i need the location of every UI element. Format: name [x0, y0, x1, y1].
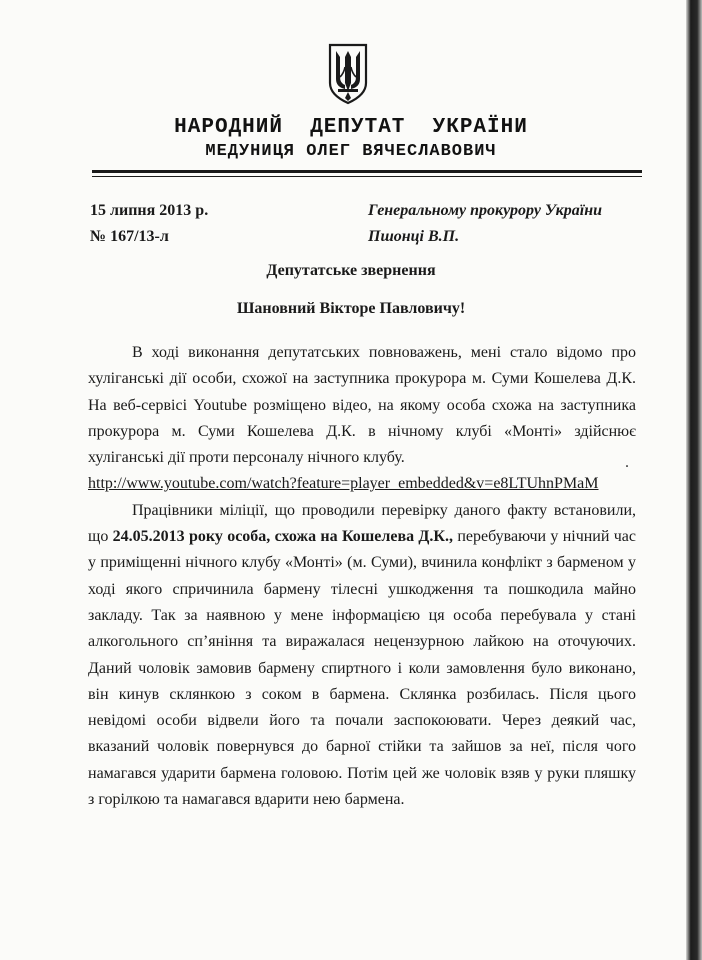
- addressee-position: Генеральному прокурору України: [368, 202, 602, 219]
- body-paragraph: [88, 498, 636, 814]
- coat-of-arms-icon: [327, 43, 369, 105]
- letter-body: [88, 340, 636, 813]
- letter-meta: [90, 198, 208, 250]
- video-link[interactable]: http://www.youtube.com/watch?feature=player_embedded&v=e8LTUhnPMaM: [88, 475, 599, 493]
- letter-number: № 167/13-л: [90, 228, 169, 245]
- body-paragraph: В ході виконання депутатських повноважень, мені стало відомо про хуліганські дії особи, схожої на заступника прокурора м. Суми Кошелева Д.К. На веб-сервісі Youtube розміщено відео, на якому особа схожа на заступника прокурора м. Суми Кошелева Д.К. в нічному клубі «Монті» здійснює хуліганські дії проти персоналу нічного клубу.: [88, 344, 636, 467]
- paragraph-text: перебуваючи у нічний час у приміщенні нічного клубу «Монті» (м. Суми), вчинила конфлікт з барменом у ході якого спричинила бармену тілесні ушкодження та пошкодила майно закладу. Так за наявною у мене інформацією ця особа перебувала у стані алкогольного сп’яніння та виражалася нецензурною лайкою на оточуючих. Даний чоловік замовив бармену спиртного і коли замовлення було виконано, він кинув склянкою з соком в бармена. Склянка розбилась. Після цього невідомі особи відвели його та почали заспокоювати. Через деякий час, вказаний чоловік повернувся до барної стійки та зайшов за неї, після чого намагався ударити бармена головою. Потім цей же чоловік взяв у руки пляшку з горілкою та намагався вдарити нею бармена.: [88, 528, 637, 809]
- video-link-paragraph: [88, 471, 636, 497]
- bold-highlight: 24.05.2013 року особа, схожа на Кошелева Д.К.,: [112, 528, 454, 546]
- header-title: НАРОДНИЙ ДЕПУТАТ УКРАЇНИ: [174, 116, 528, 139]
- letter-date: 15 липня 2013 р.: [90, 202, 209, 219]
- salutation: Шановний Вікторе Павловичу!: [236, 300, 466, 317]
- addressee-block: [368, 198, 602, 250]
- addressee-name: Пшонці В.П.: [368, 228, 460, 245]
- document-title: Депутатське звернення: [266, 262, 436, 279]
- header-rule-thick: [92, 170, 642, 173]
- header-deputy-name: МЕДУНИЦЯ ОЛЕГ ВЯЧЕСЛАВОВИЧ: [205, 142, 497, 161]
- stray-mark: .: [625, 454, 629, 471]
- paragraph-text: Працівники міліції, що проводили перевірку даного факту встановили, що: [88, 501, 636, 546]
- header-rule-thin: [92, 176, 642, 177]
